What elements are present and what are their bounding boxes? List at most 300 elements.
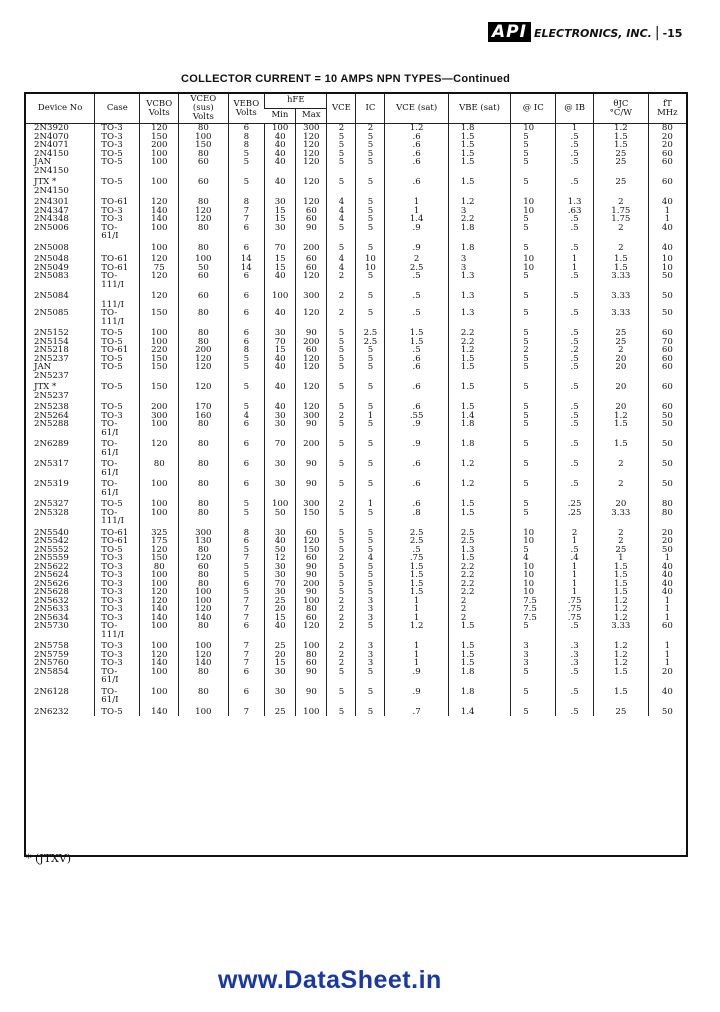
cell-vce-sat: 2 [385,252,448,264]
cell-vceo: 80 [179,509,228,518]
table-row [26,412,686,421]
cell-hfe-max [296,449,327,458]
cell-ft: 20 [648,133,686,142]
cell-ft [648,676,686,685]
cell-vcbo: 150 [140,355,179,364]
table-row [26,429,686,438]
cell-hfe-min: 15 [265,264,296,273]
cell-hfe-max: 100 [296,639,327,651]
cell-ic: 2.5 [356,326,385,338]
cell-at-ib [556,469,594,478]
cell-hfe-min: 30 [265,526,296,538]
cell-case: 111/I [95,631,140,640]
cell-at-ib [556,631,594,640]
cell-vbe-sat: 1.5 [448,141,510,150]
cell-vce-sat: .5 [385,346,448,355]
cell-vceo [179,631,228,640]
cell-device: 2N5730 [34,621,69,631]
cell-ft: 20 [648,526,686,538]
cell-device: 2N5085 [34,308,69,318]
cell-ft [648,318,686,327]
cell-vce: 5 [327,420,356,429]
cell-device: 2N5624 [34,570,69,580]
cell-vce: 5 [327,580,356,589]
col-vceo-label: VCEO (sus) [190,94,217,113]
cell-case: TO- [95,477,140,489]
cell-vebo: 5 [228,588,265,597]
cell-at-ic: 5 [511,685,556,697]
cell-vcbo [140,167,179,176]
cell-hfe-max: 120 [296,380,327,392]
col-vcbo-unit: Volts [148,107,170,118]
cell-theta [593,281,648,290]
cell-vce-sat: .6 [385,380,448,392]
cell-theta [593,232,648,241]
cell-vce-sat: 2.5 [385,537,448,546]
cell-ic [356,449,385,458]
cell-case: TO-3 [95,124,140,133]
cell-case: TO-61 [95,537,140,546]
cell-vceo: 80 [179,326,228,338]
cell-case: TO-3 [95,614,140,623]
cell-hfe-min: 30 [265,195,296,207]
cell-case: TO-5 [95,546,140,555]
cell-case: TO-5 [95,175,140,187]
col-vebo [228,94,265,124]
cell-ic: 5 [356,580,385,589]
cell-case: TO- [95,272,140,281]
cell-ic [356,187,385,196]
cell-ic: 5 [356,175,385,187]
cell-ic: 4 [356,554,385,563]
cell-vebo: 5 [228,546,265,555]
cell-at-ib: .5 [556,272,594,281]
cell-hfe-max [296,631,327,640]
cell-vbe-sat: 2.2 [448,580,510,589]
cell-at-ib [556,318,594,327]
cell-vce-sat [385,676,448,685]
cell-vbe-sat: 1.5 [448,497,510,509]
cell-hfe-min [265,187,296,196]
cell-device: 2N5084 [34,291,69,301]
table-row [26,372,686,381]
cell-vce-sat: .8 [385,509,448,518]
cell-vbe-sat: 1.8 [448,124,510,133]
cell-at-ic: 5 [511,546,556,555]
cell-theta: 1.5 [593,563,648,572]
cell-theta: 20 [593,400,648,412]
cell-ic: 5 [356,309,385,318]
cell-vebo: 6 [228,224,265,233]
cell-hfe-max [296,489,327,498]
cell-at-ib: .5 [556,338,594,347]
cell-at-ib: .5 [556,477,594,489]
cell-vcbo: 140 [140,614,179,623]
cell-vce-sat: .6 [385,477,448,489]
cell-at-ib: .5 [556,241,594,253]
table-title: COLLECTOR CURRENT = 10 AMPS NPN TYPES—Continued [181,73,511,85]
cell-ft: 50 [648,705,686,717]
cell-theta: 1.5 [593,685,648,697]
cell-at-ib: .5 [556,133,594,142]
cell-theta: 25 [593,326,648,338]
cell-case: TO-3 [95,133,140,142]
cell-theta: 25 [593,150,648,159]
cell-case: TO-3 [95,588,140,597]
cell-vceo [179,318,228,327]
cell-at-ib: .5 [556,437,594,449]
cell-vcbo: 150 [140,363,179,372]
col-vceo [179,94,228,124]
col-case: Case [95,94,140,124]
cell-vceo: 80 [179,497,228,509]
cell-at-ib: .5 [556,363,594,372]
cell-vceo: 140 [179,614,228,623]
cell-hfe-min: 15 [265,659,296,668]
table-row [26,363,686,372]
cell-vcbo: 140 [140,659,179,668]
cell-case: TO-3 [95,597,140,606]
cell-vebo: 5 [228,571,265,580]
cell-case: TO-3 [95,554,140,563]
cell-at-ib: 1 [556,124,594,133]
cell-ft: 60 [648,175,686,187]
cell-case: TO-5 [95,150,140,159]
cell-vceo: 120 [179,363,228,372]
cell-at-ic [511,469,556,478]
cell-vce: 5 [327,380,356,392]
cell-ic: 5 [356,546,385,555]
cell-vce-sat [385,631,448,640]
cell-ic: 5 [356,526,385,538]
cell-hfe-max: 60 [296,614,327,623]
cell-vbe-sat: 1.8 [448,685,510,697]
cell-vce: 5 [327,668,356,677]
cell-hfe-max: 120 [296,400,327,412]
col-hfe-min: Min [265,108,296,123]
cell-device: 2N4150 [34,165,69,176]
cell-vcbo: 140 [140,605,179,614]
table-row [26,469,686,478]
cell-hfe-max: 60 [296,659,327,668]
cell-vcbo: 100 [140,420,179,429]
cell-ic: 5 [356,437,385,449]
cell-at-ic: 10 [511,588,556,597]
cell-hfe-max: 60 [296,252,327,264]
cell-hfe-max: 200 [296,580,327,589]
cell-at-ib: .5 [556,150,594,159]
cell-theta: 3.33 [593,509,648,518]
cell-vceo [179,429,228,438]
header-separator: | [654,25,660,41]
cell-device: 2N6289 [34,439,69,449]
table-row [26,705,686,717]
cell-hfe-min: 40 [265,150,296,159]
cell-vce-sat: 1 [385,659,448,668]
cell-at-ib: .5 [556,355,594,364]
cell-vebo [228,676,265,685]
cell-hfe-max: 120 [296,133,327,142]
cell-ft [648,372,686,381]
cell-vebo: 6 [228,437,265,449]
cell-at-ib: .5 [556,420,594,429]
cell-vceo: 80 [179,546,228,555]
cell-case: 61/I [95,676,140,685]
cell-vebo [228,392,265,401]
cell-vce-sat: .6 [385,133,448,142]
cell-hfe-max: 120 [296,622,327,631]
cell-vbe-sat: 2.5 [448,526,510,538]
col-vceo-unit: Volts [192,112,214,122]
cell-hfe-max: 90 [296,326,327,338]
cell-vce-sat: 1.5 [385,571,448,580]
cell-case: TO-3 [95,563,140,572]
cell-vce: 5 [327,563,356,572]
cell-ic [356,318,385,327]
cell-vceo: 80 [179,338,228,347]
cell-hfe-max: 120 [296,158,327,167]
cell-vce-sat: .6 [385,175,448,187]
cell-case: TO-3 [95,639,140,651]
cell-ft: 50 [648,546,686,555]
cell-vceo [179,232,228,241]
cell-ic: 3 [356,639,385,651]
cell-case: 61/I [95,429,140,438]
cell-ft [648,469,686,478]
cell-hfe-min: 30 [265,563,296,572]
cell-vcbo: 120 [140,588,179,597]
cell-at-ic: 5 [511,400,556,412]
cell-vce-sat: .55 [385,412,448,421]
cell-at-ib: 1 [556,588,594,597]
cell-ft [648,232,686,241]
col-vbe-sat: VBE (sat) [448,94,510,124]
cell-device [26,429,95,438]
cell-vce: 2 [327,622,356,631]
cell-vebo [228,187,265,196]
table-row [26,167,686,176]
cell-at-ib: 1 [556,563,594,572]
cell-hfe-min [265,449,296,458]
cell-case: 111/I [95,281,140,290]
cell-ic: 5 [356,224,385,233]
cell-vcbo: 100 [140,580,179,589]
cell-vcbo: 150 [140,380,179,392]
cell-at-ic: 4 [511,554,556,563]
cell-at-ic: 5 [511,412,556,421]
cell-vbe-sat: 1.5 [448,150,510,159]
table-row [26,449,686,458]
cell-ic [356,517,385,526]
cell-vce: 5 [327,150,356,159]
table-row [26,685,686,697]
cell-vceo: 80 [179,668,228,677]
cell-at-ic [511,631,556,640]
table-row [26,224,686,233]
cell-hfe-max: 90 [296,224,327,233]
cell-theta [593,167,648,176]
table-row [26,195,686,207]
cell-vceo: 80 [179,457,228,469]
cell-hfe-min: 25 [265,705,296,717]
cell-vcbo: 140 [140,207,179,216]
cell-vcbo: 100 [140,338,179,347]
cell-vbe-sat: 1.5 [448,554,510,563]
cell-ic: 5 [356,537,385,546]
cell-ic: 3 [356,659,385,668]
cell-theta: 1.2 [593,614,648,623]
cell-vcbo: 200 [140,141,179,150]
cell-vceo: 80 [179,420,228,429]
cell-hfe-min: 25 [265,639,296,651]
cell-case [95,187,140,196]
cell-hfe-max: 200 [296,338,327,347]
cell-device: 2N5328 [34,507,69,518]
cell-vbe-sat: 3 [448,207,510,216]
cell-vce-sat: 1 [385,207,448,216]
cell-case: 61/I [95,449,140,458]
cell-device: 2N5006 [34,222,69,233]
cell-vceo: 100 [179,252,228,264]
cell-hfe-max: 60 [296,346,327,355]
cell-hfe-max: 120 [296,272,327,281]
cell-vcbo: 120 [140,597,179,606]
cell-vcbo: 150 [140,133,179,142]
cell-case [95,241,140,253]
cell-vcbo [140,517,179,526]
cell-vce [327,489,356,498]
cell-at-ic [511,232,556,241]
cell-hfe-min: 40 [265,309,296,318]
col-vce: VCE [327,94,356,124]
cell-device: 2N6232 [34,706,69,717]
cell-hfe-min: 20 [265,651,296,660]
cell-ic: 5 [356,346,385,355]
cell-vce: 4 [327,207,356,216]
cell-vbe-sat: 1.5 [448,509,510,518]
cell-vceo: 120 [179,605,228,614]
cell-hfe-min: 40 [265,537,296,546]
cell-vebo [228,449,265,458]
cell-vce: 5 [327,346,356,355]
cell-vcbo: 100 [140,175,179,187]
cell-hfe-max [296,167,327,176]
cell-vce-sat [385,517,448,526]
table-row [26,546,686,555]
cell-vce: 2 [327,124,356,133]
cell-case: TO-3 [95,659,140,668]
cell-vbe-sat: 1.4 [448,705,510,717]
cell-vceo: 60 [179,563,228,572]
cell-vce-sat [385,318,448,327]
cell-vcbo: 300 [140,412,179,421]
cell-hfe-min [265,281,296,290]
cell-ic: 3 [356,597,385,606]
cell-vce-sat: 1.5 [385,580,448,589]
cell-at-ic: 5 [511,224,556,233]
cell-vbe-sat [448,517,510,526]
cell-ft [648,187,686,196]
cell-hfe-max [296,676,327,685]
cell-case [95,167,140,176]
cell-hfe-min [265,489,296,498]
cell-ic: 5 [356,571,385,580]
cell-case: TO-3 [95,207,140,216]
cell-vce-sat: .5 [385,309,448,318]
cell-vce-sat: 1.2 [385,124,448,133]
cell-vebo: 8 [228,346,265,355]
cell-vbe-sat: 1.5 [448,175,510,187]
cell-at-ib: .5 [556,705,594,717]
cell-vbe-sat: 1.5 [448,400,510,412]
cell-at-ib: .3 [556,639,594,651]
cell-vcbo: 100 [140,326,179,338]
cell-vbe-sat [448,429,510,438]
cell-vceo: 60 [179,158,228,167]
cell-vce: 5 [327,141,356,150]
cell-case: TO-61 [95,264,140,273]
col-vebo-label: VEBO [233,98,260,109]
cell-at-ic: 5 [511,363,556,372]
page-header [488,22,682,42]
cell-at-ic: 3 [511,651,556,660]
cell-at-ib: .5 [556,622,594,631]
col-device: Device No [26,94,95,124]
cell-vbe-sat [448,676,510,685]
cell-at-ic: 10 [511,264,556,273]
cell-device: 2N5237 [34,370,69,381]
cell-theta: 1.2 [593,412,648,421]
cell-device: 2N4347 [34,205,69,216]
cell-at-ib: .25 [556,497,594,509]
cell-device: 2N4150 [34,185,69,196]
cell-hfe-min: 12 [265,554,296,563]
cell-theta: 3.33 [593,622,648,631]
cell-vce-sat: .7 [385,705,448,717]
cell-vbe-sat [448,187,510,196]
cell-ic: 5 [356,363,385,372]
cell-hfe-min: 40 [265,363,296,372]
cell-case [95,289,140,301]
cell-at-ic: 3 [511,659,556,668]
cell-hfe-min: 50 [265,546,296,555]
cell-vce [327,318,356,327]
table-row [26,457,686,469]
cell-vcbo: 100 [140,497,179,509]
cell-hfe-min: 15 [265,207,296,216]
cell-at-ic: 5 [511,133,556,142]
cell-vbe-sat [448,167,510,176]
cell-vebo [228,372,265,381]
cell-hfe-max: 80 [296,605,327,614]
cell-device: JTX * [34,177,57,187]
cell-hfe-max [296,187,327,196]
cell-vce-sat: 1 [385,639,448,651]
cell-vce: 2 [327,272,356,281]
cell-vcbo: 100 [140,639,179,651]
cell-vcbo: 100 [140,509,179,518]
cell-ft [648,631,686,640]
cell-vebo: 5 [228,509,265,518]
cell-ft: 1 [648,605,686,614]
cell-vce: 5 [327,509,356,518]
cell-case: TO-3 [95,580,140,589]
cell-at-ib: .75 [556,605,594,614]
cell-hfe-min: 20 [265,605,296,614]
cell-vceo: 120 [179,651,228,660]
cell-hfe-min: 40 [265,622,296,631]
cell-vceo: 150 [179,141,228,150]
